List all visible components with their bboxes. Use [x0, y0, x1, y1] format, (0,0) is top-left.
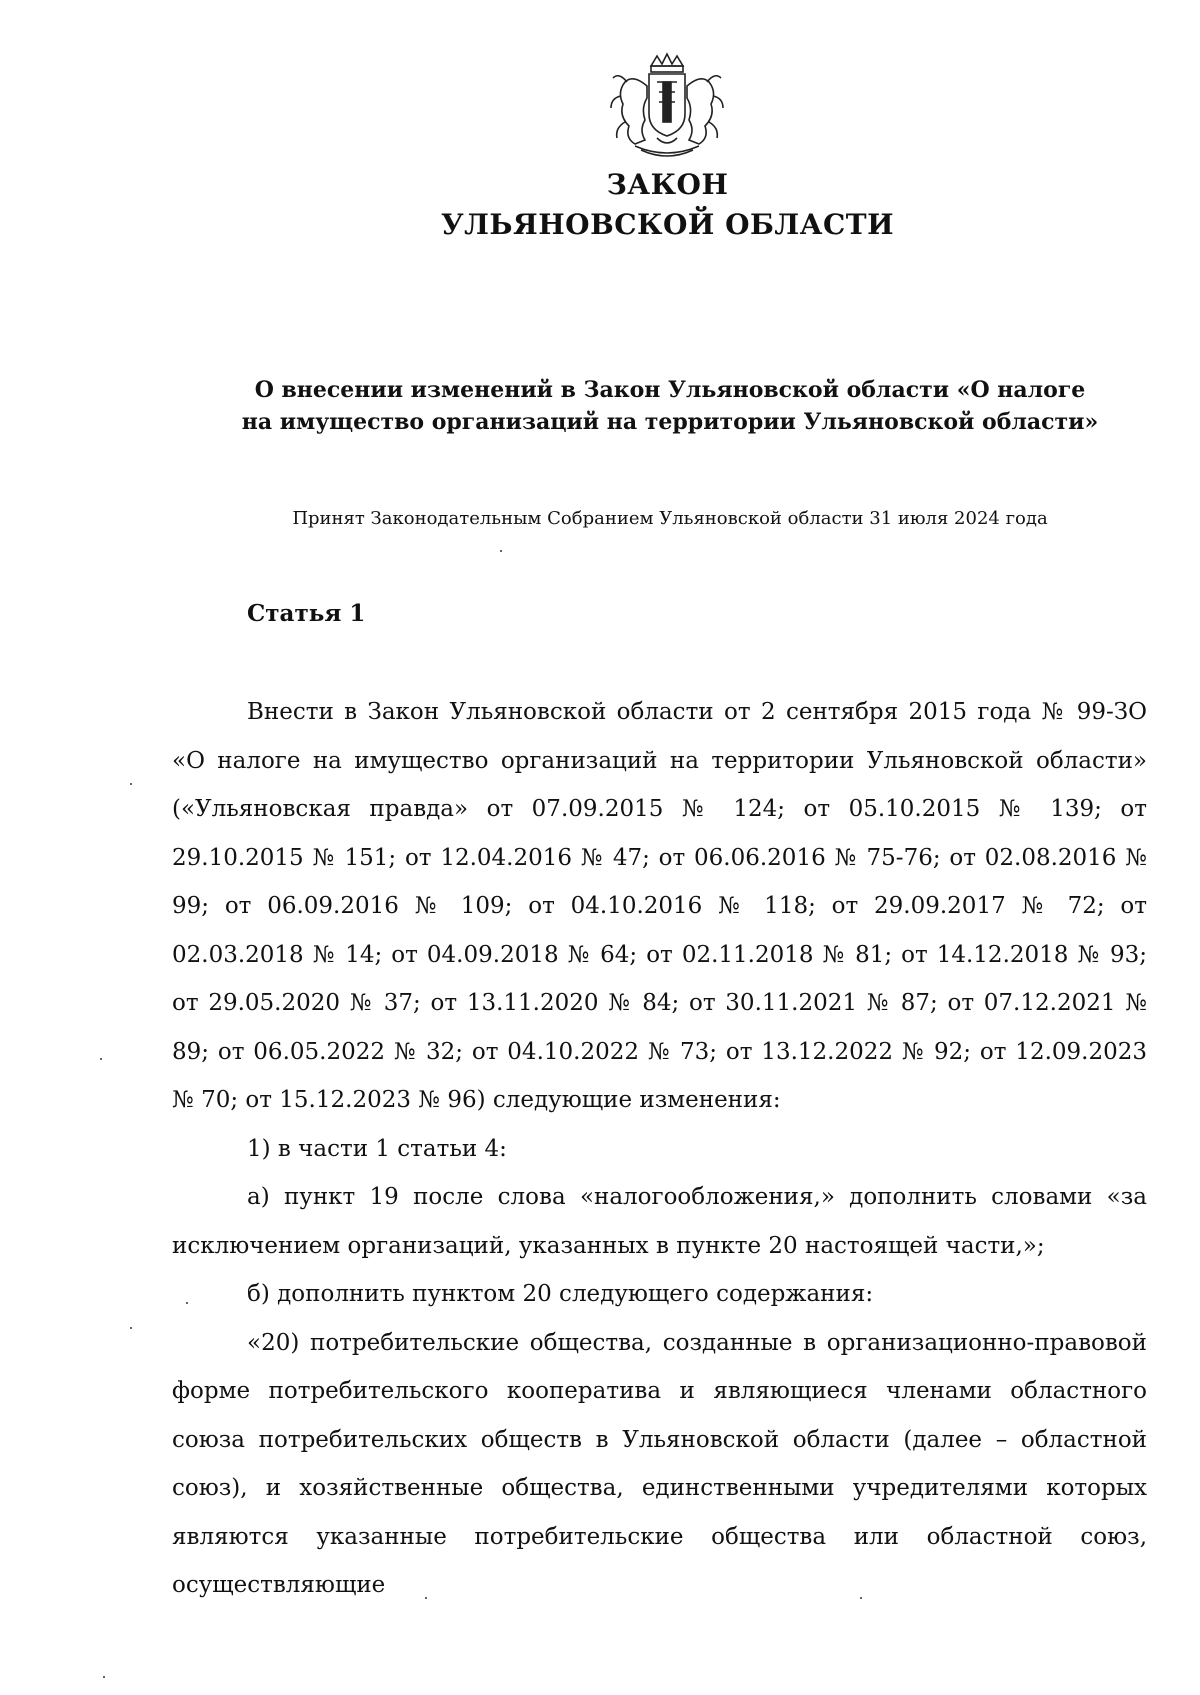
scan-speck — [425, 1597, 427, 1599]
coat-of-arms-icon — [605, 52, 729, 162]
scan-speck — [100, 1058, 102, 1060]
issuer-title: УЛЬЯНОВСКОЙ ОБЛАСТИ — [440, 208, 895, 241]
law-subject-line: О внесении изменений в Закон Ульяновской области «О налоге — [254, 377, 1086, 403]
paragraph: Внести в Закон Ульяновской области от 2 сентября 2015 года № 99-ЗО «О налоге на имущество организаций на территории Ульяновской области» («Ульяновская правда» от 07.09.2015 № 124; от 05.10.2015 № 139; от 29.10.2015 № 151; от 12.04.2016 № 47; от 06.06.2016 № 75-76; от 02.08.2016 № 99; от 06.09.2016 № 109; от 04.10.2016 № 118; от 29.09.2017 № 72; от 02.03.2018 № 14; от 04.09.2018 № 64; от 02.11.2018 № 81; от 14.12.2018 № 93; от 29.05.2020 № 37; от 13.11.2020 № 84; от 30.11.2021 № 87; от 07.12.2021 № 89; от 06.05.2022 № 32; от 04.10.2022 № 73; от 13.12.2022 № 92; от 12.09.2023 № 70; от 15.12.2023 № 96) следующие изменения: — [172, 699, 1147, 1113]
paragraph: 1) в части 1 статьи 4: — [247, 1135, 507, 1162]
paragraph: а) пункт 19 после слова «налогообложения,» дополнить словами «за исключением организаций, указанных в пункте 20 настоящей части,»; — [172, 1184, 1147, 1259]
law-subject — [240, 374, 1100, 438]
paragraph: б) дополнить пунктом 20 следующего содержания: — [247, 1281, 874, 1307]
adoption-note: Принят Законодательным Собранием Ульяновской области 31 июля 2024 года — [292, 508, 1048, 529]
scan-speck — [500, 550, 502, 552]
article-heading: Статья 1 — [247, 600, 366, 627]
scan-speck — [860, 1597, 862, 1599]
scan-speck — [186, 1302, 188, 1304]
paragraph: «20) потребительские общества, созданные в организационно-правовой форме потребительского кооператива и являющиеся членами областного союза потребительских обществ в Ульяновской области (далее – областной союз), и хозяйственные общества, единственными учредителями которых являются указанные потребительские общества или областной союз, осуществляющие — [172, 1329, 1147, 1598]
article-body — [172, 688, 1147, 1610]
document-type-title: ЗАКОН — [606, 168, 729, 201]
scan-speck — [130, 783, 132, 785]
scan-speck — [130, 1327, 132, 1329]
law-subject-line: на имущество организаций на территории Ульяновской области» — [241, 409, 1099, 435]
scan-speck — [103, 1676, 105, 1678]
